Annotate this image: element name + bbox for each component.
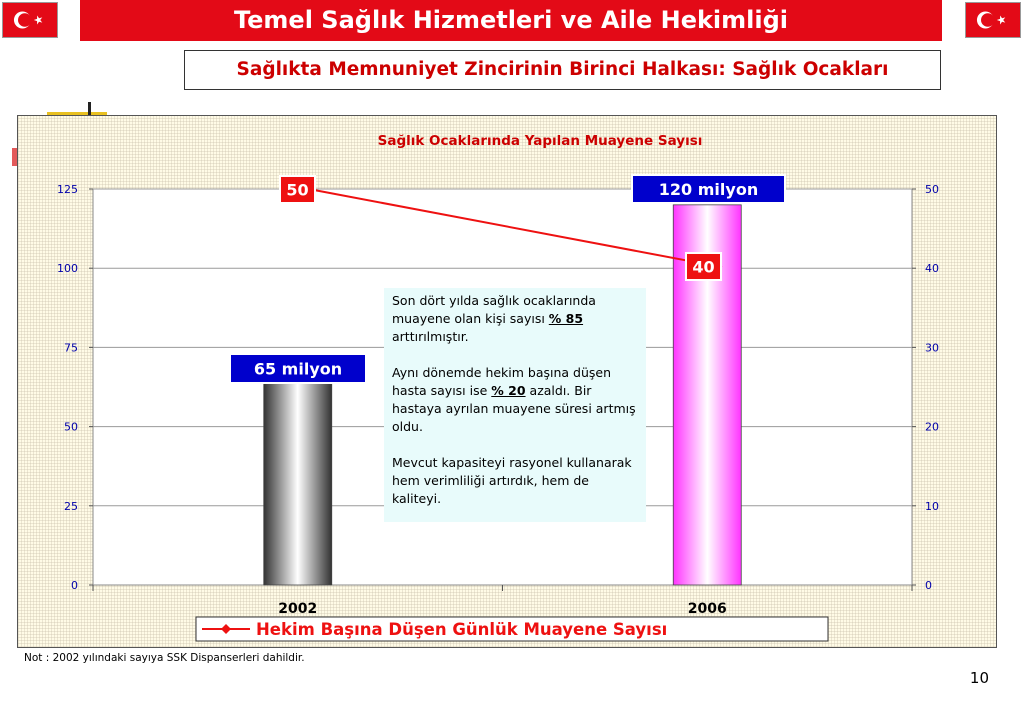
line-data-label: 50 bbox=[286, 180, 309, 200]
annotation-value-20: % 20 bbox=[491, 383, 526, 398]
legend-label: Hekim Başına Düşen Günlük Muayene Sayısı bbox=[256, 620, 668, 639]
annotation-box bbox=[384, 288, 646, 522]
bar-data-label: 65 milyon bbox=[253, 359, 343, 379]
y-left-tick-label: 25 bbox=[64, 499, 78, 513]
y-left-tick-label: 75 bbox=[64, 341, 78, 355]
y-left-tick-label: 50 bbox=[64, 420, 78, 434]
chart-title: Sağlık Ocaklarında Yapılan Muayene Sayısı bbox=[377, 133, 703, 149]
bar-data-label: 120 milyon bbox=[658, 180, 759, 199]
y-right-tick-label: 10 bbox=[925, 499, 939, 513]
footnote: Not : 2002 yılındaki sayıya SSK Dispanserleri dahildir. bbox=[24, 652, 305, 664]
y-right-tick-label: 50 bbox=[925, 183, 939, 196]
x-tick-label: 2006 bbox=[687, 601, 727, 617]
page-number: 10 bbox=[969, 669, 989, 687]
bar-2002 bbox=[264, 379, 332, 585]
line-data-label: 40 bbox=[692, 257, 715, 277]
y-right-tick-label: 40 bbox=[925, 262, 939, 276]
y-right-tick-label: 0 bbox=[925, 579, 932, 592]
y-right-tick-label: 20 bbox=[925, 420, 939, 434]
annotation-paragraph-2: Aynı dönemde hekim başına düşen hasta sayısı ise % 20 azaldı. Bir hastaya ayrılan muayene süresi artmış oldu. bbox=[392, 365, 636, 434]
annotation-paragraph-1: Son dört yılda sağlık ocaklarında muayene olan kişi sayısı % 85 arttırılmıştır. bbox=[392, 293, 596, 344]
y-right-tick-label: 30 bbox=[925, 341, 939, 355]
annotation-paragraph-3: Mevcut kapasiteyi rasyonel kullanarak hem verimliliği artırdık, hem de kaliteyi. bbox=[392, 455, 632, 506]
y-left-tick-label: 0 bbox=[71, 579, 78, 592]
y-left-tick-label: 125 bbox=[57, 183, 78, 196]
annotation-value-85: % 85 bbox=[548, 311, 584, 326]
page-title: Temel Sağlık Hizmetleri ve Aile Hekimliği bbox=[80, 0, 942, 41]
page-subtitle: Sağlıkta Memnuniyet Zincirinin Birinci Halkası: Sağlık Ocakları bbox=[184, 50, 941, 90]
y-left-tick-label: 100 bbox=[57, 262, 78, 276]
x-tick-label: 2002 bbox=[278, 601, 318, 617]
